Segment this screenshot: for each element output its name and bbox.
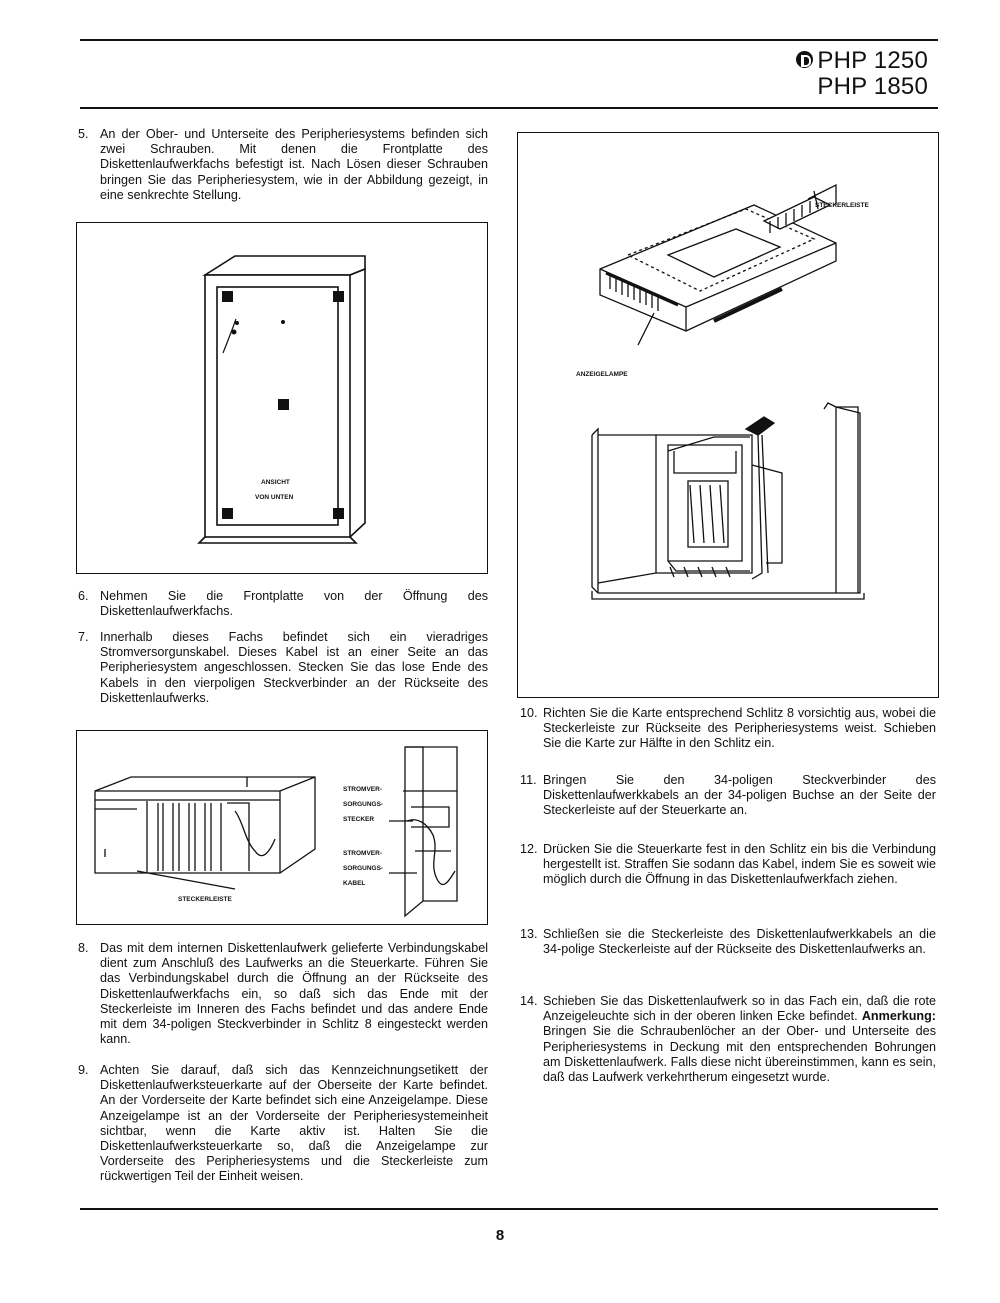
step-8-text: Das mit dem internen Diskettenlaufwerk gelieferte Verbindungskabel dient zum Anschluß des Laufwerks an die Steuerkarte. Führen Sie das Verbindungskabel durch die Öffnung an der Rückseite des Diskettenlaufwerkfachs ein, so daß sich das Ende mit der Steckerleiste im Inneren des Fachs befindet und das andere Ende mit dem 34-poligen Steckverbinder in Schlitz 8 eingesteckt werden kann. — [100, 941, 488, 1047]
label-strom-kabel-1: STROMVER- — [343, 850, 382, 857]
label-strom-kabel-2: SORGUNGS- — [343, 865, 384, 872]
step-11: 11. Bringen Sie den 34-poligen Steckverbinder des Diskettenlaufwerkkabels an der 34-poligen Buchse an der Seite der Steckerleiste auf der Steuerkarte an. — [520, 773, 936, 818]
figure-power-cable — [76, 730, 488, 925]
step-14: 14. Schieben Sie das Diskettenlaufwerk so in das Fach ein, daß die rote Anzeigeleuchte sich in der oberen linken Ecke befindet. Anmerkung: Bringen Sie die Schraubenlöcher an der Ober- und Unterseite des Peripheriesystems in Deckung mit den entsprechenden Bohrungen am Diskettenlaufwerk. Falls diese nicht übereinstimmen, kann es sein, daß das Laufwerk verkehrtherum eingesetzt wurde. — [520, 994, 936, 1085]
step-13-text: Schließen sie die Steckerleiste des Diskettenlaufwerkkabels an die 34-polige Steckerleiste auf der Rückseite des Diskettenlaufwerks an. — [543, 927, 936, 957]
footer-rule — [80, 1208, 938, 1210]
header-line1: PHP 1250 — [817, 47, 928, 74]
step-6-text: Nehmen Sie die Frontplatte von der Öffnung des Diskettenlaufwerkfachs. — [100, 589, 488, 619]
step-10-text: Richten Sie die Karte entsprechend Schlitz 8 vorsichtig aus, wobei die Steckerleiste zur Rückseite des Peripheriesystems weist. Schieben Sie die Karte zur Hälfte in den Schlitz ein. — [543, 706, 936, 751]
label-anzeigelampe: ANZEIGELAMPE — [576, 371, 628, 378]
product-header — [796, 48, 928, 100]
header-line2: PHP 1850 — [817, 73, 928, 100]
header-rule — [80, 107, 938, 109]
figure-controller-card — [517, 132, 939, 698]
step-9-text: Achten Sie darauf, daß sich das Kennzeichnungsetikett der Diskettenlaufwerksteuerkarte auf der Oberseite der Karte befindet. An der Vorderseite der Karte befindet sich eine Anzeigelampe. Diese Anzeigelampe ist an der Vorderseite der Peripheriesystemeinheit sichtbar, wenn die Karte aktiv ist. Halten Sie die Diskettenlaufwerksteuerkarte so, daß die Anzeigelampe zur Vorderseite des Peripheriesystems und die Steckerleiste zum rückwertigen Teil der Einheit weisen. — [100, 1063, 488, 1184]
step-12: 12. Drücken Sie die Steuerkarte fest in den Schlitz ein bis die Verbindung hergestellt ist. Straffen Sie sodann das Kabel, indem Sie es soweit wie möglich durch die Öffnung in das Diskettenlaufwerkfach ziehen. — [520, 842, 936, 887]
top-rule — [80, 39, 938, 41]
step-6: 6. Nehmen Sie die Frontplatte von der Öffnung des Diskettenlaufwerkfachs. — [78, 589, 488, 619]
step-13: 13. Schließen sie die Steckerleiste des Diskettenlaufwerkkabels an die 34-polige Steckerleiste auf der Rückseite des Diskettenlaufwerks an. — [520, 927, 936, 957]
step-10: 10. Richten Sie die Karte entsprechend Schlitz 8 vorsichtig aus, wobei die Steckerleiste zur Rückseite des Peripheriesystems weist. Schieben Sie die Karte zur Hälfte in den Schlitz ein. — [520, 706, 936, 751]
label-strom-stecker-1: STROMVER- — [343, 786, 382, 793]
bottom-view-label-1: ANSICHT — [261, 479, 290, 486]
note-text: Bringen Sie die Schraubenlöcher an der Ober- und Unterseite des Peripheriesystems in Deckung mit den entsprechenden Bohrungen am Diskettenlaufwerk. Falls diese nicht übereinstimmen, kann es sein, daß das Laufwerk verkehrtherum eingesetzt wurde. — [543, 1024, 936, 1085]
label-steckerleiste-cable: STECKERLEISTE — [178, 896, 232, 903]
step-7-text: Innerhalb dieses Fachs befindet sich ein vieradriges Stromversorgunskabel. Dieses Kabel ist an einer Seite an das Peripheriesystem angeschlossen. Stecken Sie das lose Ende des Kabels in den vierpoligen Steckverbinder an der Rückseite des Diskettenlaufwerks. — [100, 630, 488, 705]
step-7: 7. Innerhalb dieses Fachs befindet sich ein vieradriges Stromversorgunskabel. Dieses Kabel ist an einer Seite an das Peripheriesystem angeschlossen. Stecken Sie das lose Ende des Kabels in den vierpoligen Steckverbinder an der Rückseite des Diskettenlaufwerks. — [78, 630, 488, 705]
page-number: 8 — [495, 1227, 505, 1244]
step-14-text: Schieben Sie das Diskettenlaufwerk so in das Fach ein, daß die rote Anzeigeleuchte sich in der oberen linken Ecke befindet. — [543, 994, 936, 1024]
philips-shield-icon — [796, 51, 813, 68]
step-5-text: An der Ober- und Unterseite des Peripheriesystems befinden sich zwei Schrauben. Mit denen die Frontplatte des Diskettenlaufwerkfachs befestigt ist. Nach Lösen dieser Schrauben bringen Sie das Peripheriesystem, wie in der Abbildung gezeigt, in eine senkrechte Stellung. — [100, 127, 488, 202]
label-steckerleiste-card: STECKERLEISTE — [815, 202, 869, 209]
step-8: 8. Das mit dem internen Diskettenlaufwerk gelieferte Verbindungskabel dient zum Anschluß des Laufwerks an die Steuerkarte. Führen Sie das Verbindungskabel durch die Öffnung an der Rückseite des Diskettenlaufwerkfachs ein, so daß sich das Ende mit der Steckerleiste im Inneren des Fachs befindet und das andere Ende mit dem 34-poligen Steckverbinder in Schlitz 8 eingesteckt werden kann. — [78, 941, 488, 1047]
label-strom-stecker-3: STECKER — [343, 816, 375, 823]
label-strom-kabel-3: KABEL — [343, 880, 366, 887]
label-strom-stecker-2: SORGUNGS- — [343, 801, 384, 808]
figure-bottom-view — [76, 222, 488, 574]
note-label: Anmerkung: — [861, 1009, 936, 1024]
step-5: 5. An der Ober- und Unterseite des Peripheriesystems befinden sich zwei Schrauben. Mit denen die Frontplatte des Diskettenlaufwerkfachs befestigt ist. Nach Lösen dieser Schrauben bringen Sie das Peripheriesystem, wie in der Abbildung gezeigt, in eine senkrechte Stellung. — [78, 127, 488, 202]
bottom-view-label-2: VON UNTEN — [255, 494, 294, 501]
step-11-text: Bringen Sie den 34-poligen Steckverbinder des Diskettenlaufwerkkabels an der 34-poligen Buchse an der Seite der Steckerleiste auf der Steuerkarte an. — [543, 773, 936, 818]
step-12-text: Drücken Sie die Steuerkarte fest in den Schlitz ein bis die Verbindung hergestellt ist. Straffen Sie sodann das Kabel, indem Sie es soweit wie möglich durch die Öffnung in das Diskettenlaufwerkfach ziehen. — [543, 842, 936, 887]
step-9: 9. Achten Sie darauf, daß sich das Kennzeichnungsetikett der Diskettenlaufwerksteuerkarte auf der Oberseite der Karte befindet. An der Vorderseite der Karte befindet sich eine Anzeigelampe. Diese Anzeigelampe ist an der Vorderseite der Peripheriesystemeinheit sichtbar, wenn die Karte aktiv ist. Halten Sie die Diskettenlaufwerksteuerkarte so, daß die Anzeigelampe zur Vorderseite des Peripheriesystems und die Steckerleiste zum rückwertigen Teil der Einheit weisen. — [78, 1063, 488, 1184]
